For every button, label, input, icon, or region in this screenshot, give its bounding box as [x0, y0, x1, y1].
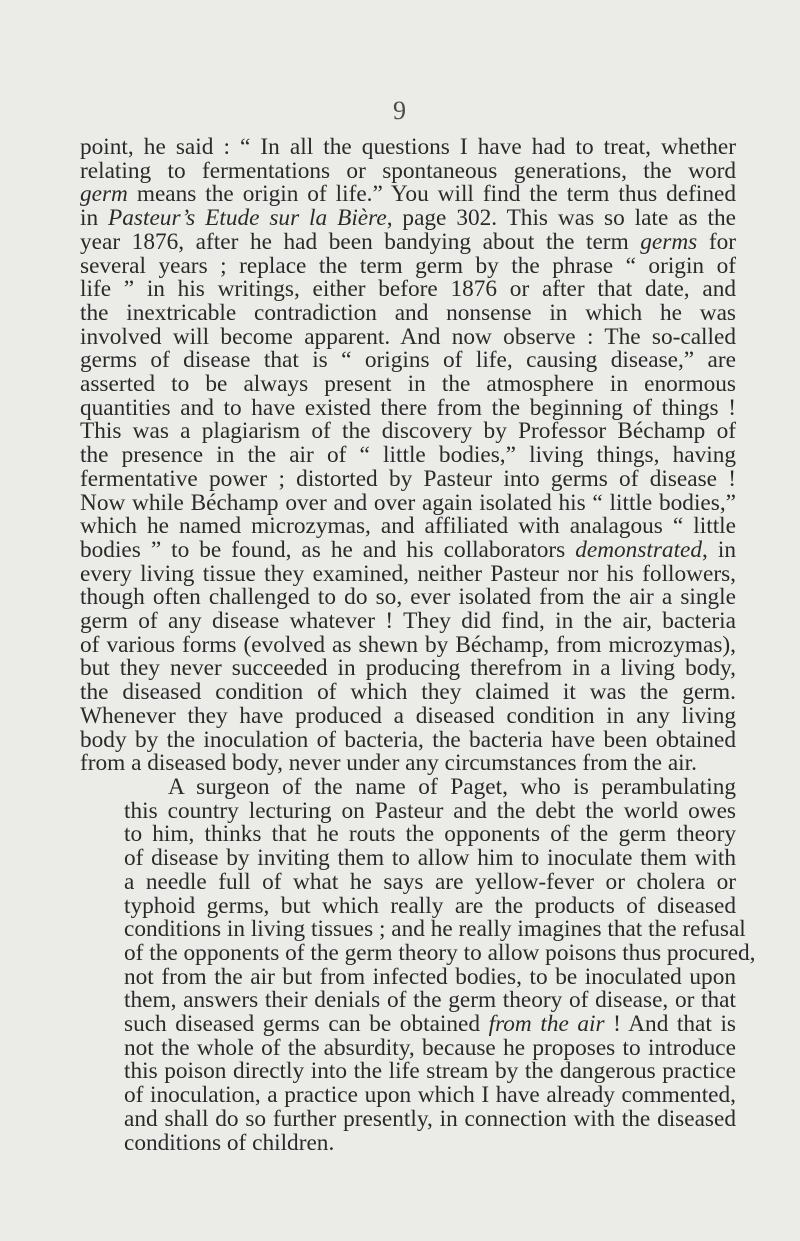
text-line: relating to fermentations or spontaneous generations, the word: [80, 157, 736, 184]
italic-phrase: germ: [80, 181, 128, 208]
text-line: from a diseased body, never under any circumstances from the air.: [80, 750, 697, 777]
text-line: though often challenged to do so, ever isolated from the air a single: [80, 584, 736, 611]
text-line: and shall do so further presently, in connection with the diseased: [124, 1105, 736, 1132]
text-line: Whenever they have produced a diseased condition in any living: [80, 702, 736, 729]
text-line: year 1876, after he had been bandying about the term germs for: [80, 228, 736, 255]
text-line: of inoculation, a practice upon which I have already commented,: [124, 1082, 736, 1109]
text-line: not from the air but from infected bodies, to be inoculated upon: [124, 963, 736, 990]
text-line: in Pasteur’s Etude sur la Bière, page 302. This was so late as the: [80, 205, 736, 232]
text-line: to him, thinks that he routs the opponents of the germ theory: [124, 821, 736, 848]
text-line: conditions in living tissues ; and he really imagines that the refusal: [124, 916, 746, 943]
paragraph-1: [80, 136, 736, 776]
text-line: Now while Béchamp over and over again isolated his “ little bodies,”: [80, 489, 736, 516]
text-line: point, he said : “ In all the questions I have had to treat, whether: [80, 134, 736, 160]
text-line: the inextricable contradiction and nonsense in which he was: [80, 299, 736, 326]
text-line: fermentative power ; distorted by Pasteur into germs of disease !: [80, 465, 736, 492]
text-line: conditions of children.: [124, 1129, 335, 1156]
text-line: germ means the origin of life.” You will find the term thus defined: [80, 181, 736, 208]
text-line: this poison directly into the life stream by the dangerous practice: [124, 1058, 736, 1085]
text-line: the presence in the air of “ little bodies,” living things, having: [80, 442, 736, 469]
text-line: involved will become apparent. And now observe : The so-called: [80, 323, 736, 350]
text-line: a needle full of what he says are yellow-fever or cholera or: [124, 868, 736, 895]
text-line: body by the inoculation of bacteria, the bacteria have been obtained: [80, 726, 736, 753]
text-line: several years ; replace the term germ by the phrase “ origin of: [80, 252, 736, 279]
text-line: A surgeon of the name of Paget, who is perambulating: [168, 773, 736, 800]
text-line: bodies ” to be found, as he and his collaborators demonstrated, in: [80, 536, 736, 563]
text-line: of various forms (evolved as shewn by Béchamp, from microzymas),: [80, 631, 736, 658]
text-line: them, answers their denials of the germ theory of disease, or that: [124, 987, 736, 1014]
text-line: such diseased germs can be obtained from the air ! And that is: [124, 1011, 736, 1038]
text-line: typhoid germs, but which really are the products of diseased: [124, 892, 736, 919]
page-number: 9: [393, 96, 407, 125]
text-line: but they never succeeded in producing therefrom in a living body,: [80, 655, 736, 682]
italic-phrase: demonstrated: [575, 536, 703, 563]
text-line: germs of disease that is “ origins of life, causing disease,” are: [80, 347, 736, 374]
text-line: germ of any disease whatever ! They did find, in the air, bacteria: [80, 608, 736, 635]
text-line: quantities and to have existed there from the beginning of things !: [80, 394, 736, 421]
text-line: not the whole of the absurdity, because he proposes to introduce: [124, 1034, 736, 1061]
text-line: the diseased condition of which they claimed it was the germ.: [80, 679, 736, 706]
italic-phrase: Pasteur’s Etude sur la Bière: [108, 205, 387, 232]
text-line: of disease by inviting them to allow him to inoculate them with: [124, 845, 736, 872]
italic-phrase: germs: [640, 228, 698, 255]
text-line: this country lecturing on Pasteur and the debt the world owes: [124, 797, 736, 824]
text-line: every living tissue they examined, neither Pasteur nor his followers,: [80, 560, 736, 587]
italic-phrase: from the air: [488, 1011, 605, 1038]
text-line: of the opponents of the germ theory to allow poisons thus procured,: [124, 939, 756, 966]
text-line: which he named microzymas, and affiliated with analagous “ little: [80, 513, 736, 540]
text-line: life ” in his writings, either before 1876 or after that date, and: [80, 276, 736, 303]
body-text: [80, 134, 756, 1156]
text-line: This was a plagiarism of the discovery by Professor Béchamp of: [80, 418, 736, 445]
paragraph-2: [80, 773, 756, 1156]
text-line: asserted to be always present in the atmosphere in enormous: [80, 371, 736, 398]
